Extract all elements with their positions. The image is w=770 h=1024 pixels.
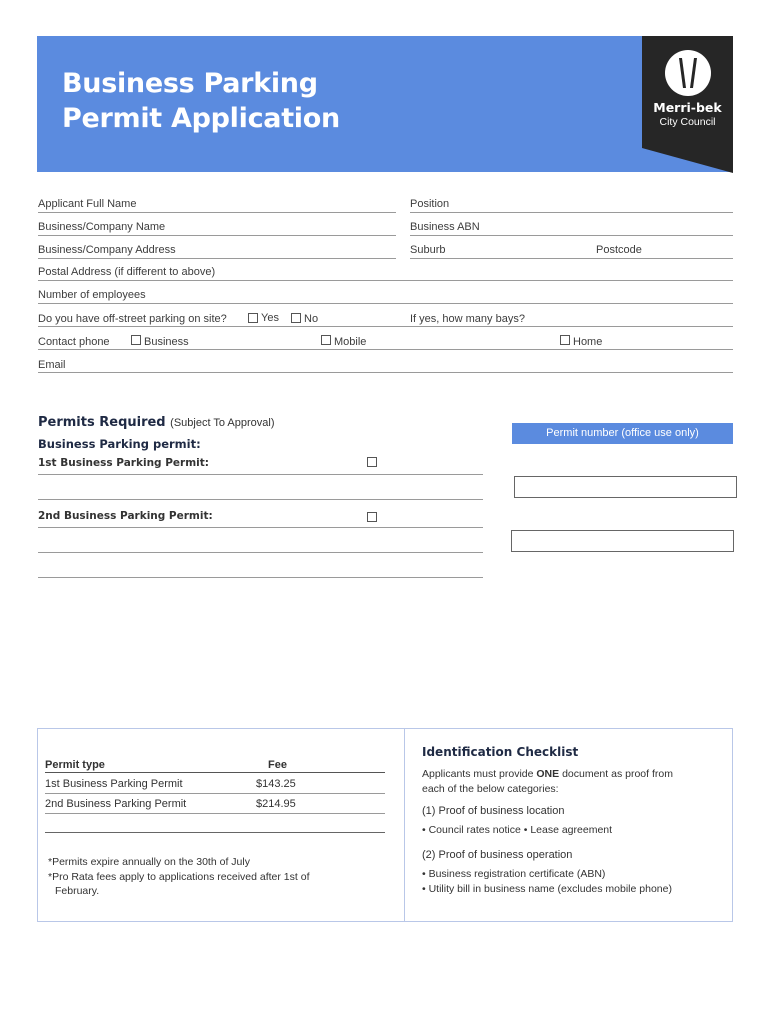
checklist-title: Identification Checklist bbox=[422, 745, 579, 759]
box-divider bbox=[404, 728, 405, 922]
offstreet-label: Do you have off-street parking on site? bbox=[38, 313, 227, 325]
phone-home-checkbox[interactable] bbox=[560, 335, 570, 345]
fee-header-rule bbox=[45, 772, 385, 773]
abn-label: Business ABN bbox=[410, 221, 480, 233]
phone-mobile-checkbox[interactable] bbox=[321, 335, 331, 345]
offstreet-no-label: No bbox=[304, 313, 319, 325]
checklist-intro-a: Applicants must provide bbox=[422, 768, 537, 780]
fee-row-1-type: 1st Business Parking Permit bbox=[45, 778, 183, 790]
checklist-category-2: (2) Proof of business operation bbox=[422, 849, 573, 861]
phone-business-label: Business bbox=[144, 336, 189, 348]
checklist-category-2-item-1: • Business registration certificate (ABN) bbox=[422, 868, 606, 880]
offstreet-yes-checkbox[interactable] bbox=[248, 313, 258, 323]
second-permit-line-2[interactable] bbox=[38, 552, 483, 553]
checklist-intro-b: document as proof from bbox=[559, 768, 673, 780]
logo-subtitle: City Council bbox=[659, 116, 716, 128]
abn-field[interactable] bbox=[410, 235, 733, 236]
second-permit-checkbox[interactable] bbox=[367, 512, 377, 522]
bays-label: If yes, how many bays? bbox=[410, 313, 525, 325]
phone-home-label: Home bbox=[573, 336, 603, 348]
permits-heading-sub: (Subject To Approval) bbox=[170, 417, 275, 429]
second-permit-line-1[interactable] bbox=[38, 527, 483, 528]
employees-field[interactable] bbox=[38, 303, 733, 304]
employees-label: Number of employees bbox=[38, 289, 146, 301]
checklist-category-1: (1) Proof of business location bbox=[422, 805, 565, 817]
first-permit-line-2[interactable] bbox=[38, 499, 483, 500]
fee-row-2-type: 2nd Business Parking Permit bbox=[45, 798, 187, 810]
position-field[interactable] bbox=[410, 212, 733, 213]
checklist-category-1-items: • Council rates notice • Lease agreement bbox=[422, 824, 613, 836]
position-label: Position bbox=[410, 198, 450, 210]
fee-note-1: *Permits expire annually on the 30th of July bbox=[48, 856, 250, 868]
phone-business-checkbox[interactable] bbox=[131, 335, 141, 345]
fee-row-1-fee: $143.25 bbox=[256, 778, 296, 790]
company-address-label: Business/Company Address bbox=[38, 244, 176, 256]
fee-row-2-rule bbox=[45, 813, 385, 814]
postal-address-label: Postal Address (if different to above) bbox=[38, 266, 216, 278]
phone-mobile-label: Mobile bbox=[334, 336, 367, 348]
business-parking-permit-heading: Business Parking permit: bbox=[38, 437, 201, 451]
title-line-1: Business Parking bbox=[62, 68, 318, 99]
second-permit-line-3[interactable] bbox=[38, 577, 483, 578]
suburb-label: Suburb bbox=[410, 244, 446, 256]
second-permit-number-box[interactable] bbox=[511, 530, 734, 552]
logo-name: Merri-bek bbox=[653, 100, 722, 115]
first-permit-label: 1st Business Parking Permit: bbox=[38, 457, 209, 469]
contact-phone-label: Contact phone bbox=[38, 336, 110, 348]
postcode-label: Postcode bbox=[596, 244, 642, 256]
first-permit-line-1[interactable] bbox=[38, 474, 483, 475]
offstreet-no-checkbox[interactable] bbox=[291, 313, 301, 323]
company-name-field[interactable] bbox=[38, 235, 396, 236]
fee-row-1-rule bbox=[45, 793, 385, 794]
office-use-header: Permit number (office use only) bbox=[512, 423, 733, 444]
council-logo bbox=[642, 36, 733, 173]
permits-heading-text: Permits Required bbox=[38, 415, 166, 430]
contact-phone-field[interactable] bbox=[38, 349, 733, 350]
company-address-field[interactable] bbox=[38, 258, 396, 259]
checklist-category-2-item-2: • Utility bill in business name (excludes mobile phone) bbox=[422, 883, 672, 895]
applicant-name-field[interactable] bbox=[38, 212, 396, 213]
company-name-label: Business/Company Name bbox=[38, 221, 166, 233]
fee-note-2: *Pro Rata fees apply to applications received after 1st of bbox=[48, 871, 310, 883]
fee-col-fee: Fee bbox=[268, 759, 287, 771]
fee-row-2-fee: $214.95 bbox=[256, 798, 296, 810]
email-field[interactable] bbox=[38, 372, 733, 373]
first-permit-number-box[interactable] bbox=[514, 476, 737, 498]
applicant-name-label: Applicant Full Name bbox=[38, 198, 137, 210]
checklist-intro-cont: each of the below categories: bbox=[422, 783, 559, 795]
second-permit-label: 2nd Business Parking Permit: bbox=[38, 510, 213, 522]
suburb-postcode-field[interactable] bbox=[410, 258, 733, 259]
email-label: Email bbox=[38, 359, 66, 371]
checklist-intro bbox=[422, 767, 673, 782]
postal-address-field[interactable] bbox=[38, 280, 733, 281]
offstreet-row-field[interactable] bbox=[38, 326, 733, 327]
fee-col-type: Permit type bbox=[45, 759, 105, 771]
fee-bottom-rule bbox=[45, 832, 385, 833]
checklist-intro-bold: ONE bbox=[536, 768, 560, 780]
permits-heading bbox=[38, 415, 275, 430]
offstreet-yes-label: Yes bbox=[261, 312, 279, 324]
first-permit-checkbox[interactable] bbox=[367, 457, 377, 467]
title-line-2: Permit Application bbox=[62, 103, 340, 134]
page-title bbox=[62, 66, 340, 136]
fee-note-2-cont: February. bbox=[55, 885, 100, 897]
